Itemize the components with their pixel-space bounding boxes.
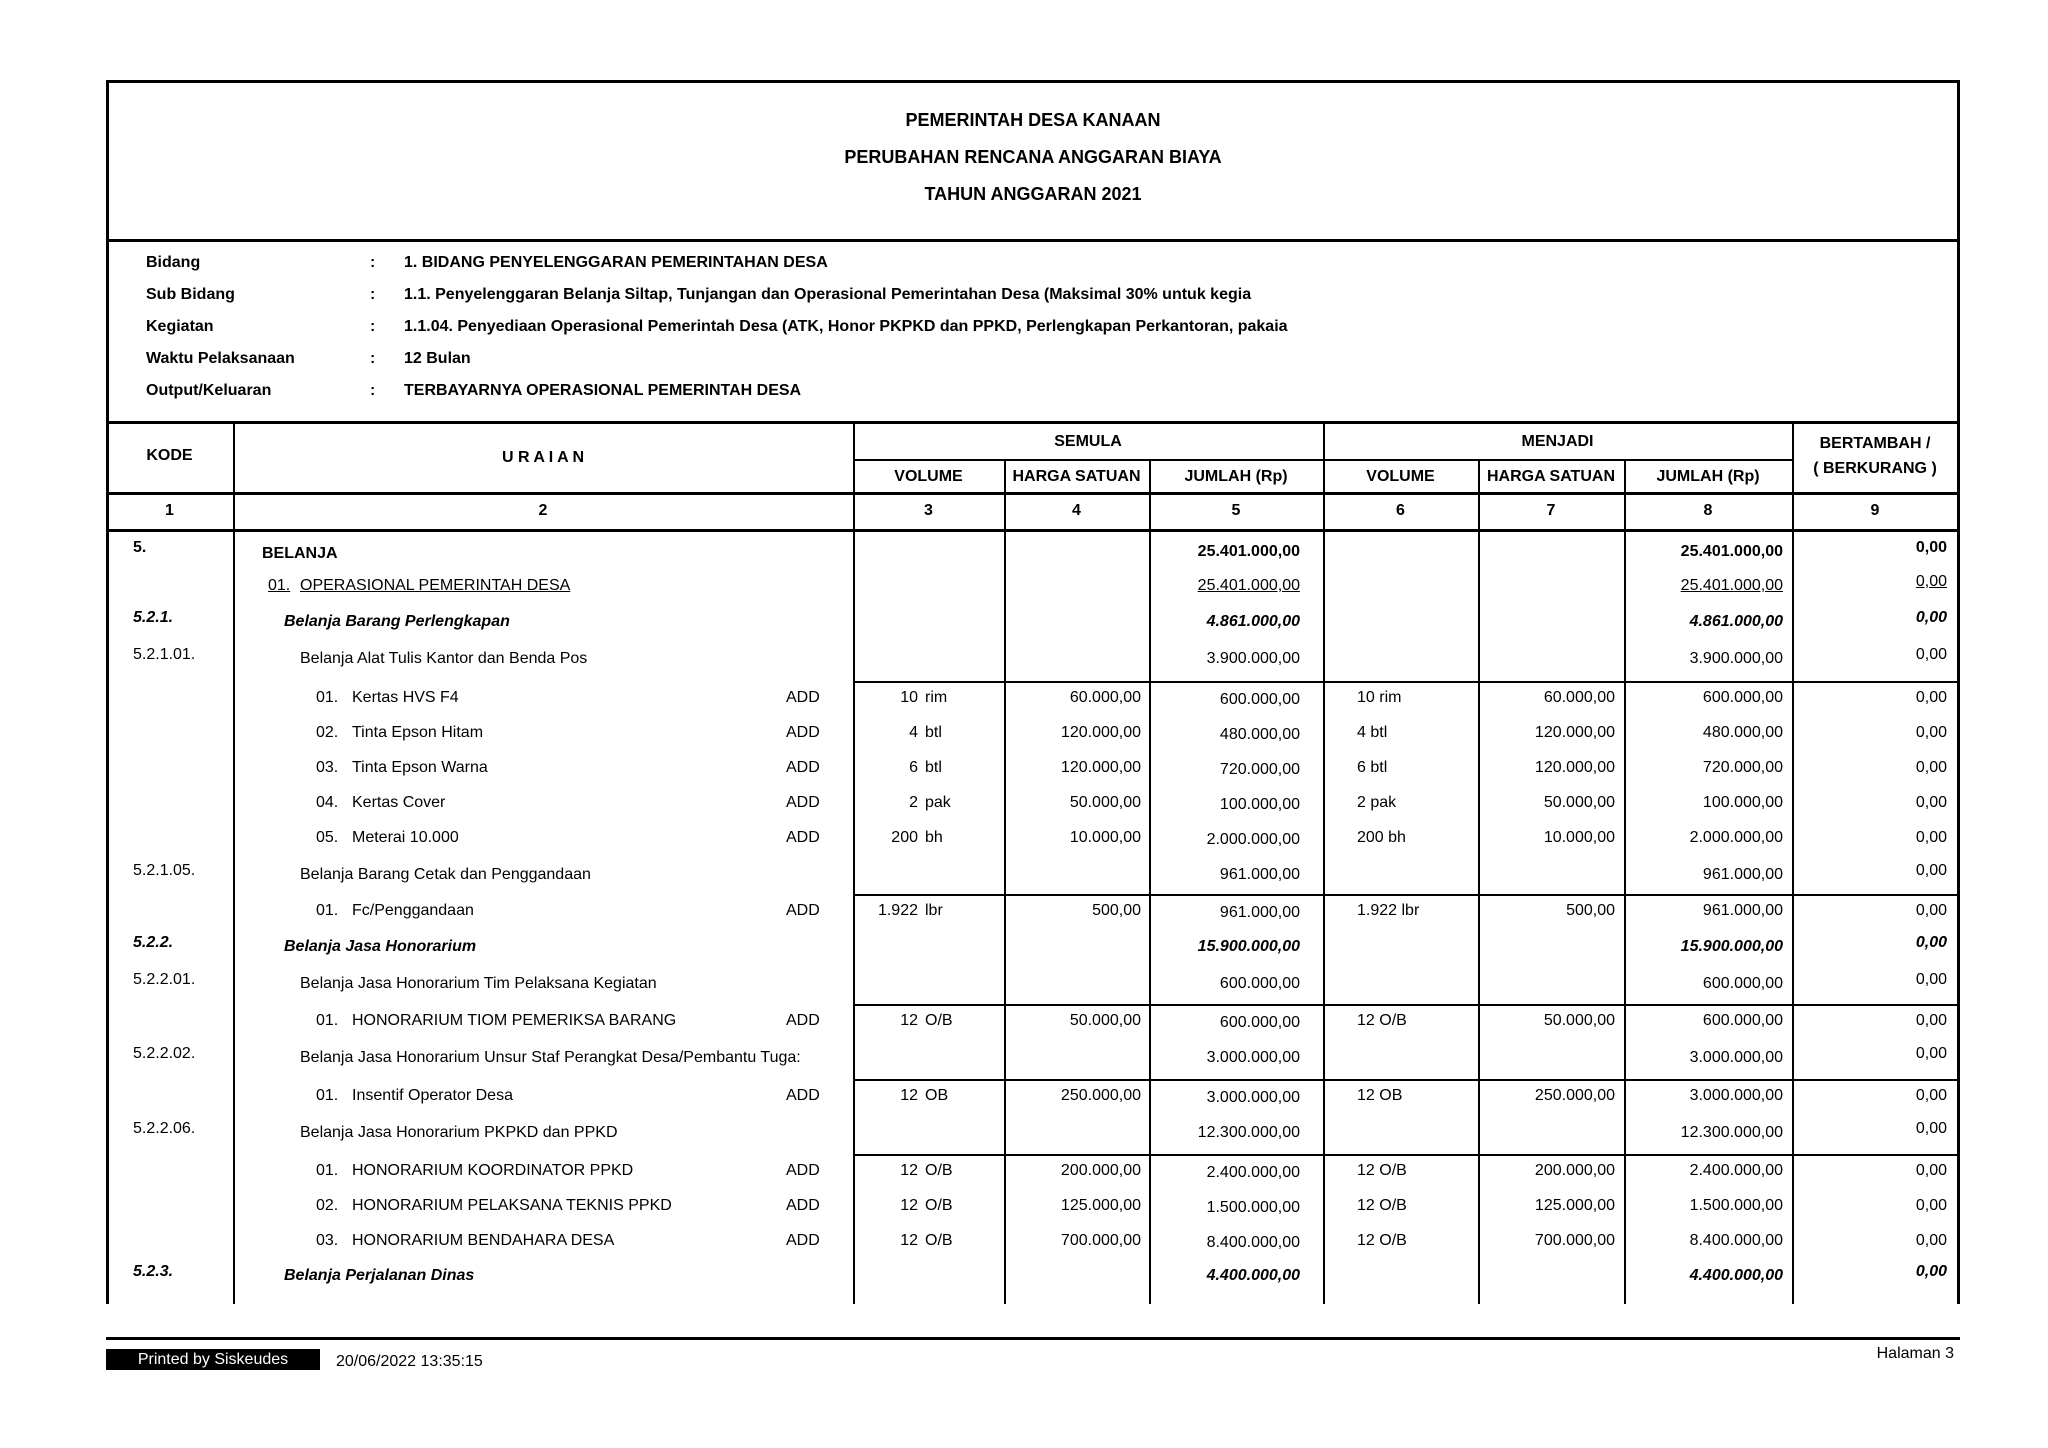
- volume-menjadi: 12 O/B: [1357, 1162, 1407, 1179]
- unit-semula: rim: [925, 689, 948, 706]
- col-number: 4: [1072, 502, 1081, 519]
- grid-line: [233, 424, 235, 1304]
- volume-semula: 4: [909, 724, 918, 741]
- item-description: Fc/Penggandaan: [352, 902, 474, 919]
- item-description: Insentif Operator Desa: [352, 1087, 513, 1104]
- col-harga-header: HARGA SATUAN: [1012, 468, 1141, 485]
- row-description: Belanja Barang Cetak dan Penggandaan: [300, 866, 591, 883]
- unit-semula: pak: [925, 794, 951, 811]
- item-add-flag: ADD: [786, 759, 820, 776]
- col-number: 8: [1703, 502, 1713, 519]
- volume-menjadi: 10 rim: [1357, 689, 1402, 706]
- info-block: [106, 242, 1960, 424]
- document-header: [106, 80, 1960, 242]
- jumlah-semula: 720.000,00: [1219, 761, 1300, 778]
- col-berkurang-header: ( BERKURANG ): [1813, 460, 1937, 477]
- selisih: 0,00: [1915, 971, 1947, 988]
- selisih: 0,00: [1915, 609, 1947, 626]
- jumlah-semula: 100.000,00: [1219, 796, 1300, 813]
- volume-semula: 12: [900, 1012, 918, 1029]
- harga-menjadi: 50.000,00: [1543, 794, 1615, 811]
- info-value: 1.1. Penyelenggaran Belanja Siltap, Tunjangan dan Operasional Pemerintahan Desa (Maksimal 30% untuk kegia: [404, 286, 1252, 303]
- footer-divider: [106, 1337, 1960, 1340]
- jumlah-menjadi: 25.401.000,00: [1680, 543, 1783, 560]
- col-bertambah-header: BERTAMBAH /: [1819, 435, 1931, 452]
- item-description: HONORARIUM TIOM PEMERIKSA BARANG: [352, 1012, 677, 1029]
- jumlah-semula: 4.400.000,00: [1206, 1267, 1300, 1284]
- info-value: TERBAYARNYA OPERASIONAL PEMERINTAH DESA: [404, 382, 802, 399]
- jumlah-menjadi: 100.000,00: [1702, 794, 1783, 811]
- volume-semula: 1.922: [877, 902, 918, 919]
- row-description: Belanja Perjalanan Dinas: [284, 1267, 475, 1284]
- grid-line: [853, 1154, 1958, 1156]
- jumlah-menjadi: 2.400.000,00: [1689, 1162, 1783, 1179]
- jumlah-menjadi: 4.400.000,00: [1689, 1267, 1783, 1284]
- info-value: 1.1.04. Penyediaan Operasional Pemerintah Desa (ATK, Honor PKPKD dan PPKD, Perlengkapan Perkantoran, pakaia: [404, 318, 1288, 335]
- grid-line: [853, 894, 1958, 896]
- jumlah-menjadi: 720.000,00: [1702, 759, 1783, 776]
- jumlah-semula: 2.000.000,00: [1206, 831, 1300, 848]
- info-row: [106, 286, 1960, 310]
- jumlah-semula: 3.000.000,00: [1206, 1049, 1300, 1066]
- harga-menjadi: 120.000,00: [1534, 724, 1615, 741]
- header-line-1: PEMERINTAH DESA KANAAN: [905, 110, 1161, 130]
- item-description: HONORARIUM BENDAHARA DESA: [352, 1232, 615, 1249]
- jumlah-semula: 15.900.000,00: [1197, 938, 1300, 955]
- jumlah-menjadi: 4.861.000,00: [1689, 613, 1783, 630]
- jumlah-menjadi: 961.000,00: [1702, 902, 1783, 919]
- col-number: 5: [1231, 502, 1241, 519]
- selisih: 0,00: [1915, 689, 1947, 706]
- item-description: Kertas HVS F4: [352, 689, 459, 706]
- volume-semula: 12: [900, 1162, 918, 1179]
- header-line-2: PERUBAHAN RENCANA ANGGARAN BIAYA: [844, 147, 1222, 167]
- col-jumlah-header: JUMLAH (Rp): [1184, 468, 1288, 485]
- selisih: 0,00: [1915, 934, 1947, 951]
- selisih: 0,00: [1915, 1012, 1947, 1029]
- col-menjadi-header: MENJADI: [1521, 433, 1594, 450]
- volume-menjadi: 6 btl: [1357, 759, 1388, 776]
- selisih: 0,00: [1915, 1162, 1947, 1179]
- item-description: Kertas Cover: [352, 794, 446, 811]
- item-add-flag: ADD: [786, 794, 820, 811]
- info-label: Kegiatan: [146, 318, 214, 335]
- unit-semula: btl: [925, 724, 942, 741]
- info-colon: :: [370, 382, 376, 399]
- item-add-flag: ADD: [786, 724, 820, 741]
- info-colon: :: [370, 254, 376, 271]
- unit-semula: bh: [925, 829, 943, 846]
- grid-line: [853, 681, 1958, 683]
- harga-semula: 120.000,00: [1060, 759, 1141, 776]
- info-label: Sub Bidang: [146, 286, 235, 303]
- col-harga-header: HARGA SATUAN: [1487, 468, 1615, 485]
- selisih: 0,00: [1915, 829, 1947, 846]
- row-description: Belanja Alat Tulis Kantor dan Benda Pos: [300, 650, 588, 667]
- item-add-flag: ADD: [786, 1087, 820, 1104]
- harga-semula: 200.000,00: [1060, 1162, 1141, 1179]
- item-add-flag: ADD: [786, 1012, 820, 1029]
- info-label: Output/Keluaran: [146, 382, 272, 399]
- volume-semula: 6: [909, 759, 918, 776]
- item-add-flag: ADD: [786, 689, 820, 706]
- info-row: [106, 382, 1960, 406]
- volume-menjadi: 12 OB: [1357, 1087, 1403, 1104]
- row-description: Belanja Jasa Honorarium Unsur Staf Perangkat Desa/Pembantu Tuga:: [300, 1049, 801, 1066]
- info-row: [106, 318, 1960, 342]
- item-number: 02.: [316, 1197, 339, 1214]
- row-code: 5.: [133, 539, 147, 556]
- col-jumlah-header: JUMLAH (Rp): [1656, 468, 1760, 485]
- jumlah-semula: 2.400.000,00: [1206, 1164, 1300, 1181]
- col-number: 7: [1546, 502, 1556, 519]
- harga-semula: 50.000,00: [1069, 1012, 1141, 1029]
- item-number: 03.: [316, 759, 339, 776]
- selisih: 0,00: [1915, 862, 1947, 879]
- grid-line: [853, 1004, 1958, 1006]
- volume-semula: 12: [900, 1197, 918, 1214]
- harga-semula: 10.000,00: [1069, 829, 1141, 846]
- info-label: Waktu Pelaksanaan: [146, 350, 295, 367]
- item-add-flag: ADD: [786, 1162, 820, 1179]
- harga-semula: 50.000,00: [1069, 794, 1141, 811]
- selisih: 0,00: [1915, 1120, 1947, 1137]
- jumlah-semula: 480.000,00: [1219, 726, 1300, 743]
- item-add-flag: ADD: [786, 902, 820, 919]
- jumlah-semula: 8.400.000,00: [1206, 1234, 1300, 1251]
- col-uraian-header: U R A I A N: [501, 449, 585, 466]
- jumlah-menjadi: 3.000.000,00: [1689, 1049, 1783, 1066]
- unit-semula: O/B: [925, 1232, 953, 1249]
- volume-semula: 10: [900, 689, 918, 706]
- item-description: Meterai 10.000: [352, 829, 459, 846]
- jumlah-menjadi: 600.000,00: [1702, 689, 1783, 706]
- item-add-flag: ADD: [786, 829, 820, 846]
- item-number: 01.: [316, 1087, 339, 1104]
- grid-line: [1323, 424, 1325, 1304]
- item-description: Tinta Epson Warna: [352, 759, 488, 776]
- row-code: 5.2.1.: [133, 609, 174, 626]
- selisih: 0,00: [1915, 1263, 1947, 1280]
- row-description: OPERASIONAL PEMERINTAH DESA: [300, 577, 571, 594]
- volume-semula: 200: [891, 829, 918, 846]
- row-code: 5.2.1.05.: [133, 862, 196, 879]
- jumlah-semula: 25.401.000,00: [1197, 577, 1300, 594]
- harga-menjadi: 200.000,00: [1534, 1162, 1615, 1179]
- harga-semula: 700.000,00: [1060, 1232, 1141, 1249]
- harga-menjadi: 700.000,00: [1534, 1232, 1615, 1249]
- item-description: HONORARIUM PELAKSANA TEKNIS PPKD: [352, 1197, 672, 1214]
- selisih: 0,00: [1915, 1087, 1947, 1104]
- col-number: 2: [538, 502, 548, 519]
- selisih: 0,00: [1915, 759, 1947, 776]
- col-number: 3: [924, 502, 933, 519]
- jumlah-semula: 600.000,00: [1219, 691, 1300, 708]
- jumlah-menjadi: 480.000,00: [1702, 724, 1783, 741]
- row-description: Belanja Jasa Honorarium: [284, 938, 477, 955]
- jumlah-semula: 961.000,00: [1219, 866, 1300, 883]
- item-number: 01.: [316, 902, 339, 919]
- harga-semula: 125.000,00: [1060, 1197, 1141, 1214]
- info-label: Bidang: [146, 254, 201, 271]
- col-number: 9: [1870, 502, 1880, 519]
- jumlah-semula: 3.000.000,00: [1206, 1089, 1300, 1106]
- jumlah-menjadi: 25.401.000,00: [1680, 577, 1783, 594]
- row-description: Belanja Jasa Honorarium Tim Pelaksana Kegiatan: [300, 975, 657, 992]
- row-code: 5.2.2.02.: [133, 1045, 196, 1062]
- harga-semula: 120.000,00: [1060, 724, 1141, 741]
- jumlah-menjadi: 1.500.000,00: [1689, 1197, 1783, 1214]
- jumlah-semula: 12.300.000,00: [1197, 1124, 1300, 1141]
- row-code: 5.2.1.01.: [133, 646, 196, 663]
- info-value: 1. BIDANG PENYELENGGARAN PEMERINTAHAN DESA: [404, 254, 828, 271]
- info-colon: :: [370, 286, 376, 303]
- col-number: 1: [165, 502, 174, 519]
- info-row: [106, 254, 1960, 278]
- info-value: 12 Bulan: [404, 350, 471, 367]
- jumlah-menjadi: 3.900.000,00: [1689, 650, 1783, 667]
- volume-menjadi: 12 O/B: [1357, 1232, 1407, 1249]
- unit-semula: lbr: [925, 902, 943, 919]
- row-code: 5.2.2.: [133, 934, 174, 951]
- row-code: 5.2.3.: [133, 1263, 174, 1280]
- harga-menjadi: 125.000,00: [1534, 1197, 1615, 1214]
- col-number: 6: [1396, 502, 1405, 519]
- jumlah-menjadi: 12.300.000,00: [1680, 1124, 1783, 1141]
- jumlah-menjadi: 8.400.000,00: [1689, 1232, 1783, 1249]
- jumlah-semula: 1.500.000,00: [1206, 1199, 1300, 1216]
- selisih: 0,00: [1915, 539, 1947, 556]
- harga-menjadi: 120.000,00: [1534, 759, 1615, 776]
- item-number: 01.: [316, 1162, 339, 1179]
- unit-semula: O/B: [925, 1197, 953, 1214]
- jumlah-semula: 25.401.000,00: [1197, 543, 1300, 560]
- grid-line: [106, 529, 1960, 532]
- col-volume-header: VOLUME: [1366, 468, 1435, 485]
- item-number: 01.: [316, 1012, 339, 1029]
- volume-semula: 12: [900, 1087, 918, 1104]
- jumlah-menjadi: 600.000,00: [1702, 975, 1783, 992]
- selisih: 0,00: [1915, 1232, 1947, 1249]
- item-description: Tinta Epson Hitam: [352, 724, 484, 741]
- unit-semula: O/B: [925, 1162, 953, 1179]
- volume-menjadi: 12 O/B: [1357, 1197, 1407, 1214]
- col-volume-header: VOLUME: [894, 468, 963, 485]
- print-timestamp: 20/06/2022 13:35:15: [336, 1353, 483, 1370]
- unit-semula: O/B: [925, 1012, 953, 1029]
- unit-semula: btl: [925, 759, 942, 776]
- selisih: 0,00: [1915, 573, 1947, 590]
- item-number: 05.: [316, 829, 339, 846]
- item-number: 01.: [316, 689, 339, 706]
- selisih: 0,00: [1915, 794, 1947, 811]
- harga-menjadi: 10.000,00: [1543, 829, 1615, 846]
- unit-semula: OB: [925, 1087, 949, 1104]
- grid-line: [853, 1079, 1958, 1081]
- jumlah-semula: 961.000,00: [1219, 904, 1300, 921]
- jumlah-menjadi: 600.000,00: [1702, 1012, 1783, 1029]
- harga-semula: 60.000,00: [1069, 689, 1141, 706]
- row-description: Belanja Jasa Honorarium PKPKD dan PPKD: [300, 1124, 618, 1141]
- info-colon: :: [370, 318, 376, 335]
- jumlah-semula: 3.900.000,00: [1206, 650, 1300, 667]
- jumlah-semula: 600.000,00: [1219, 1014, 1300, 1031]
- jumlah-menjadi: 15.900.000,00: [1680, 938, 1783, 955]
- row-description: Belanja Barang Perlengkapan: [284, 613, 510, 630]
- info-colon: :: [370, 350, 376, 367]
- harga-semula: 500,00: [1092, 902, 1141, 919]
- volume-menjadi: 2 pak: [1357, 794, 1397, 811]
- printed-by-label: Printed by Siskeudes: [106, 1349, 320, 1370]
- harga-menjadi: 250.000,00: [1534, 1087, 1615, 1104]
- item-number: 02.: [316, 724, 339, 741]
- selisih: 0,00: [1915, 1045, 1947, 1062]
- harga-semula: 250.000,00: [1060, 1087, 1141, 1104]
- jumlah-semula: 600.000,00: [1219, 975, 1300, 992]
- jumlah-menjadi: 961.000,00: [1702, 866, 1783, 883]
- header-line-3: TAHUN ANGGARAN 2021: [924, 184, 1142, 204]
- selisih: 0,00: [1915, 902, 1947, 919]
- selisih: 0,00: [1915, 646, 1947, 663]
- harga-menjadi: 500,00: [1566, 902, 1615, 919]
- page-number: Halaman 3: [1876, 1345, 1954, 1362]
- row-prefix: 01.: [268, 577, 291, 594]
- volume-menjadi: 4 btl: [1357, 724, 1388, 741]
- selisih: 0,00: [1915, 724, 1947, 741]
- harga-menjadi: 50.000,00: [1543, 1012, 1615, 1029]
- volume-menjadi: 12 O/B: [1357, 1012, 1407, 1029]
- col-semula-header: SEMULA: [1054, 433, 1122, 450]
- volume-menjadi: 200 bh: [1357, 829, 1406, 846]
- item-add-flag: ADD: [786, 1197, 820, 1214]
- jumlah-semula: 4.861.000,00: [1206, 613, 1300, 630]
- harga-menjadi: 60.000,00: [1543, 689, 1615, 706]
- info-row: [106, 350, 1960, 374]
- selisih: 0,00: [1915, 1197, 1947, 1214]
- item-description: HONORARIUM KOORDINATOR PPKD: [352, 1162, 634, 1179]
- col-kode-header: KODE: [146, 447, 193, 464]
- item-number: 03.: [316, 1232, 339, 1249]
- item-number: 04.: [316, 794, 339, 811]
- volume-semula: 12: [900, 1232, 918, 1249]
- item-add-flag: ADD: [786, 1232, 820, 1249]
- jumlah-menjadi: 2.000.000,00: [1689, 829, 1783, 846]
- row-description: BELANJA: [262, 545, 338, 562]
- row-code: 5.2.2.01.: [133, 971, 196, 988]
- jumlah-menjadi: 3.000.000,00: [1689, 1087, 1783, 1104]
- row-code: 5.2.2.06.: [133, 1120, 196, 1137]
- volume-menjadi: 1.922 lbr: [1357, 902, 1420, 919]
- volume-semula: 2: [909, 794, 918, 811]
